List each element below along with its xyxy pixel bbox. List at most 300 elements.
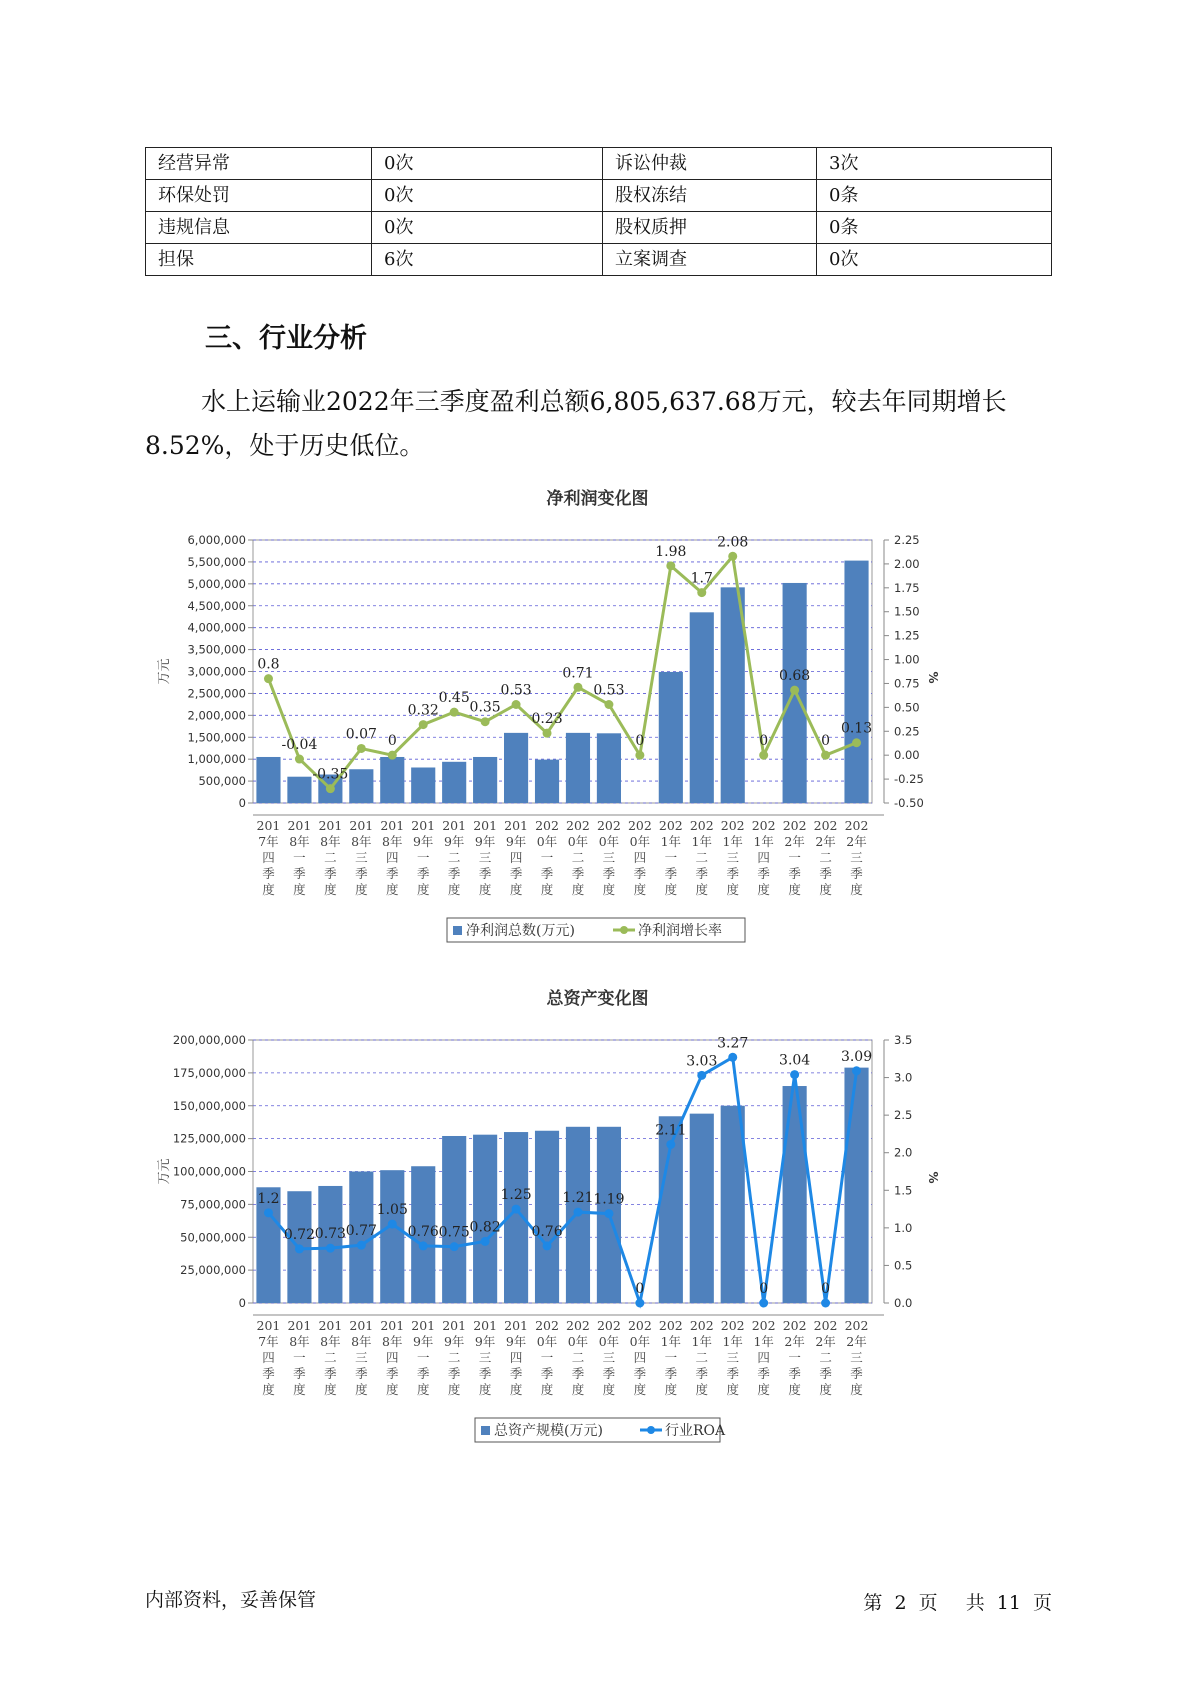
data-label: 1.05 [376, 1202, 408, 1219]
svg-text:1年: 1年 [660, 1334, 682, 1349]
svg-text:三: 三 [478, 850, 492, 865]
svg-text:季: 季 [571, 1366, 585, 1381]
svg-text:度: 度 [757, 1382, 770, 1397]
y-tick-label: 0 [238, 1296, 246, 1310]
line-point [326, 784, 335, 793]
y2-axis-label: % [926, 1171, 940, 1184]
svg-text:度: 度 [324, 1382, 337, 1397]
y2-tick-label: 1.50 [894, 604, 920, 619]
data-label: 0.76 [531, 1223, 563, 1240]
line-point [388, 751, 397, 760]
svg-text:202: 202 [535, 1318, 559, 1333]
svg-text:季: 季 [602, 1366, 616, 1381]
svg-text:8年: 8年 [289, 1334, 310, 1349]
data-label: 0.77 [345, 1223, 377, 1240]
bar [566, 733, 590, 803]
y2-tick-label: 0.50 [894, 700, 920, 715]
line-point [357, 744, 366, 753]
y2-tick-label: 1.75 [894, 580, 920, 595]
y-tick-label: 100,000,000 [172, 1164, 246, 1179]
x-tick-label [783, 818, 807, 897]
svg-text:季: 季 [447, 1366, 461, 1381]
svg-text:度: 度 [509, 1382, 523, 1397]
bar [442, 1136, 466, 1303]
svg-text:季: 季 [788, 866, 801, 881]
data-label: -0.35 [312, 766, 349, 783]
svg-text:201: 201 [473, 1318, 498, 1333]
svg-text:度: 度 [633, 882, 647, 897]
svg-text:201: 201 [442, 1318, 467, 1333]
data-label: 3.09 [840, 1048, 873, 1065]
svg-text:201: 201 [349, 818, 374, 833]
bar [597, 733, 621, 803]
svg-text:201: 201 [318, 818, 343, 833]
net-profit-chart [157, 489, 1040, 945]
svg-text:一: 一 [416, 850, 430, 865]
y-tick-label: 4,000,000 [187, 620, 246, 635]
svg-text:度: 度 [262, 882, 275, 897]
line-point [852, 1066, 861, 1075]
x-tick-label [721, 818, 745, 897]
svg-text:度: 度 [850, 882, 863, 897]
data-label: 1.98 [655, 543, 687, 560]
y2-tick-label: 1.00 [894, 652, 920, 667]
svg-text:度: 度 [355, 1382, 368, 1397]
line-point [728, 552, 737, 561]
table-cell: 3次 [817, 148, 1052, 180]
x-tick-label [845, 1318, 869, 1397]
svg-text:季: 季 [509, 866, 523, 881]
svg-text:202: 202 [813, 1318, 838, 1333]
y2-tick-label: -0.25 [894, 772, 924, 787]
svg-text:202: 202 [627, 1318, 652, 1333]
y2-tick-label: 1.0 [894, 1220, 913, 1235]
svg-text:201: 201 [256, 818, 281, 833]
svg-text:二: 二 [571, 850, 585, 865]
x-tick-label [783, 1318, 807, 1397]
y-tick-label: 3,500,000 [187, 642, 246, 657]
y2-tick-label: 0.00 [894, 748, 920, 763]
svg-text:四: 四 [509, 1350, 523, 1365]
svg-text:季: 季 [850, 866, 863, 881]
bar [287, 777, 311, 803]
legend-line-dot [647, 1426, 655, 1434]
svg-text:度: 度 [695, 882, 709, 897]
line-point [481, 1237, 490, 1246]
x-tick-label [349, 818, 373, 897]
svg-text:度: 度 [788, 882, 801, 897]
svg-text:202: 202 [566, 1318, 590, 1333]
data-label: 2.11 [655, 1122, 687, 1139]
data-label: 0.68 [779, 668, 811, 685]
data-label: 1.2 [257, 1190, 280, 1207]
svg-text:四: 四 [262, 1350, 275, 1365]
svg-text:度: 度 [293, 1382, 306, 1397]
svg-text:201: 201 [411, 1318, 436, 1333]
table-cell: 0次 [372, 212, 603, 244]
svg-text:202: 202 [813, 818, 838, 833]
data-label: 0.35 [469, 699, 501, 716]
data-label: 0 [635, 1281, 645, 1297]
svg-text:202: 202 [751, 818, 776, 833]
svg-text:8年: 8年 [382, 834, 403, 849]
line-point [666, 1140, 675, 1149]
line-point [821, 1299, 830, 1308]
line-point [759, 1299, 768, 1308]
line-point [264, 1208, 273, 1217]
svg-text:0年: 0年 [598, 834, 620, 849]
table-row [146, 244, 1052, 276]
svg-text:8年: 8年 [320, 834, 341, 849]
x-tick-label [566, 818, 590, 897]
svg-text:202: 202 [844, 818, 869, 833]
svg-text:季: 季 [726, 1366, 739, 1381]
x-tick-label [659, 818, 683, 897]
x-tick-label [504, 1318, 528, 1397]
data-label: 0 [821, 733, 831, 750]
svg-text:201: 201 [504, 818, 529, 833]
svg-text:四: 四 [509, 850, 523, 865]
y-tick-label: 500,000 [198, 774, 246, 789]
line-point [481, 717, 490, 726]
svg-text:三: 三 [478, 1350, 492, 1365]
svg-text:度: 度 [386, 882, 399, 897]
x-tick-label [597, 1318, 621, 1397]
y-tick-label: 0 [238, 796, 246, 810]
y2-tick-label: 2.00 [894, 556, 920, 571]
svg-text:季: 季 [664, 1366, 678, 1381]
svg-text:度: 度 [447, 1382, 461, 1397]
x-tick-label [597, 818, 621, 897]
svg-text:三: 三 [602, 1350, 616, 1365]
svg-text:三: 三 [602, 850, 616, 865]
svg-text:0年: 0年 [598, 1334, 620, 1349]
svg-text:一: 一 [293, 1350, 306, 1365]
svg-text:一: 一 [788, 850, 801, 865]
table-cell: 0次 [817, 244, 1052, 276]
svg-text:201: 201 [318, 1318, 343, 1333]
x-tick-label [411, 818, 435, 897]
svg-text:8年: 8年 [382, 1334, 403, 1349]
line-point [450, 1242, 459, 1251]
svg-text:201: 201 [442, 818, 467, 833]
svg-text:度: 度 [571, 1382, 585, 1397]
data-label: 0.32 [407, 702, 439, 719]
svg-text:二: 二 [819, 1350, 832, 1365]
svg-text:1年: 1年 [753, 834, 774, 849]
svg-text:三: 三 [850, 1350, 863, 1365]
svg-text:季: 季 [324, 1366, 337, 1381]
x-tick-label [535, 1318, 559, 1397]
x-tick-label [628, 1318, 652, 1397]
svg-text:度: 度 [695, 1382, 709, 1397]
x-tick-label [349, 1318, 373, 1397]
svg-text:季: 季 [416, 1366, 430, 1381]
svg-text:度: 度 [788, 1382, 801, 1397]
svg-text:7年: 7年 [258, 834, 279, 849]
x-tick-label [814, 1318, 838, 1397]
svg-text:二: 二 [819, 850, 832, 865]
data-label: 1.19 [593, 1191, 625, 1208]
svg-text:度: 度 [571, 882, 585, 897]
line-point [512, 1205, 521, 1214]
svg-text:季: 季 [757, 866, 770, 881]
x-tick-label [380, 1318, 404, 1397]
svg-text:202: 202 [596, 1318, 621, 1333]
bar [659, 672, 683, 803]
table-cell: 诉讼仲裁 [603, 148, 817, 180]
table-cell: 环保处罚 [146, 180, 372, 212]
svg-text:2年: 2年 [846, 834, 867, 849]
line-point [419, 720, 428, 729]
y2-axis-label: % [926, 671, 940, 684]
y-axis-label: 万元 [157, 658, 172, 685]
bar [380, 757, 404, 803]
data-label: 0.23 [531, 711, 563, 728]
data-label: 0 [635, 733, 645, 750]
svg-text:二: 二 [447, 1350, 461, 1365]
svg-text:季: 季 [726, 866, 739, 881]
data-label: 0.53 [593, 682, 625, 699]
total-prefix: 共 [965, 1592, 985, 1614]
y2-tick-label: 0.0 [894, 1296, 913, 1310]
line-point [759, 751, 768, 760]
table-cell: 股权冻结 [603, 180, 817, 212]
table-cell: 违规信息 [146, 212, 372, 244]
x-tick-label [287, 818, 311, 897]
line-point [326, 1244, 335, 1253]
y2-tick-label: 1.25 [894, 628, 920, 643]
y-tick-label: 175,000,000 [172, 1065, 246, 1080]
data-label: 0.45 [438, 690, 470, 707]
y-tick-label: 6,000,000 [187, 533, 246, 547]
x-tick-label [566, 1318, 590, 1397]
x-tick-label [690, 818, 714, 897]
y2-tick-label: 0.75 [894, 676, 920, 691]
chart-title: 总资产变化图 [546, 989, 649, 1009]
table-row [146, 148, 1052, 180]
svg-text:202: 202 [535, 818, 559, 833]
svg-text:度: 度 [416, 1382, 430, 1397]
svg-text:季: 季 [540, 866, 554, 881]
table-cell: 立案调查 [603, 244, 817, 276]
svg-text:度: 度 [819, 1382, 832, 1397]
y-tick-label: 2,000,000 [187, 708, 246, 723]
y-tick-label: 5,000,000 [187, 576, 246, 591]
svg-text:202: 202 [782, 818, 807, 833]
table-cell: 担保 [146, 244, 372, 276]
svg-text:202: 202 [627, 818, 652, 833]
svg-text:201: 201 [473, 818, 498, 833]
svg-text:度: 度 [293, 882, 306, 897]
svg-text:一: 一 [416, 1350, 430, 1365]
line-point [821, 751, 830, 760]
y-tick-label: 25,000,000 [180, 1263, 246, 1278]
svg-text:季: 季 [262, 1366, 275, 1381]
x-tick-label [473, 1318, 497, 1397]
svg-text:202: 202 [596, 818, 621, 833]
x-tick-label [535, 818, 559, 897]
x-tick-label [504, 818, 528, 897]
line-point [295, 755, 304, 764]
svg-text:201: 201 [411, 818, 436, 833]
svg-text:9年: 9年 [412, 1334, 434, 1349]
y-tick-label: 1,000,000 [187, 752, 246, 767]
svg-text:季: 季 [819, 866, 832, 881]
svg-text:季: 季 [478, 1366, 492, 1381]
y2-tick-label: 2.25 [894, 533, 920, 547]
y2-tick-label: 2.0 [894, 1145, 913, 1160]
total-pages: 11 [996, 1592, 1021, 1614]
data-label: 0.71 [562, 665, 594, 682]
svg-text:四: 四 [757, 850, 770, 865]
bar [844, 1068, 868, 1303]
svg-text:一: 一 [540, 850, 554, 865]
line-point [543, 1241, 552, 1250]
svg-text:三: 三 [726, 850, 739, 865]
svg-text:季: 季 [788, 1366, 801, 1381]
y-tick-label: 5,500,000 [187, 554, 246, 569]
section-title: 三、行业分析 [205, 323, 367, 354]
svg-text:一: 一 [293, 850, 306, 865]
page-prefix: 第 [863, 1592, 883, 1614]
svg-text:0年: 0年 [629, 1334, 651, 1349]
data-label: 1.25 [500, 1187, 532, 1204]
svg-text:度: 度 [416, 882, 430, 897]
x-tick-label [628, 818, 652, 897]
svg-text:四: 四 [633, 850, 647, 865]
svg-text:度: 度 [757, 882, 770, 897]
y2-tick-label: 1.5 [894, 1183, 913, 1198]
data-label: 3.27 [717, 1035, 749, 1052]
data-label: 0.75 [438, 1224, 470, 1241]
svg-text:201: 201 [504, 1318, 529, 1333]
svg-text:一: 一 [540, 1350, 554, 1365]
svg-text:季: 季 [664, 866, 678, 881]
svg-text:四: 四 [386, 1350, 399, 1365]
data-label: 0.82 [469, 1219, 501, 1236]
svg-text:季: 季 [571, 866, 585, 881]
svg-text:1年: 1年 [722, 1334, 743, 1349]
footer-confidential: 内部资料，妥善保管 [145, 1589, 317, 1611]
bar [380, 1170, 404, 1303]
legend-bar-label: 总资产规模(万元) [494, 1423, 603, 1439]
y-tick-label: 3,000,000 [187, 664, 246, 679]
svg-text:度: 度 [726, 882, 739, 897]
y-tick-label: 200,000,000 [172, 1033, 246, 1047]
data-label: 3.04 [779, 1052, 811, 1069]
line-point [697, 1071, 706, 1080]
y-axis-label: 万元 [157, 1158, 172, 1185]
bar [349, 769, 373, 803]
svg-text:201: 201 [287, 818, 312, 833]
svg-text:季: 季 [540, 1366, 554, 1381]
svg-text:202: 202 [658, 1318, 683, 1333]
data-label: 0.73 [314, 1226, 346, 1243]
y2-tick-label: 3.5 [894, 1033, 913, 1047]
svg-text:202: 202 [720, 1318, 745, 1333]
svg-text:二: 二 [447, 850, 461, 865]
svg-text:2年: 2年 [815, 1334, 836, 1349]
line-point [450, 708, 459, 717]
line-point [852, 738, 861, 747]
line-point [666, 561, 675, 570]
line-point [295, 1244, 304, 1253]
x-tick-label [411, 1318, 435, 1397]
line-point [790, 686, 799, 695]
svg-text:2年: 2年 [784, 1334, 805, 1349]
svg-text:三: 三 [355, 1350, 368, 1365]
svg-text:季: 季 [695, 1366, 709, 1381]
svg-text:季: 季 [819, 1366, 832, 1381]
svg-text:度: 度 [602, 1382, 616, 1397]
svg-text:8年: 8年 [320, 1334, 341, 1349]
line-point [790, 1070, 799, 1079]
svg-text:四: 四 [386, 850, 399, 865]
svg-text:二: 二 [695, 850, 709, 865]
svg-text:1年: 1年 [660, 834, 682, 849]
data-label: 0 [387, 733, 397, 750]
x-tick-label [473, 818, 497, 897]
line-point [573, 1208, 582, 1217]
svg-text:季: 季 [757, 1366, 770, 1381]
bar [844, 561, 868, 803]
bar [535, 760, 559, 803]
bar [690, 1114, 714, 1303]
bar [473, 757, 497, 803]
svg-text:201: 201 [349, 1318, 374, 1333]
analysis-paragraph: 水上运输业2022年三季度盈利总额6,805,637.68万元，较去年同期增长8.52%，处于历史低位。 [145, 387, 1007, 460]
data-label: 2.08 [717, 534, 749, 551]
bar [783, 1086, 807, 1303]
y-tick-label: 75,000,000 [180, 1197, 246, 1212]
line-point [604, 700, 613, 709]
x-tick-label [257, 818, 281, 897]
y2-tick-label: 0.25 [894, 724, 920, 739]
svg-text:度: 度 [478, 882, 492, 897]
table-cell: 0次 [372, 148, 603, 180]
svg-text:季: 季 [695, 866, 709, 881]
x-tick-label [690, 1318, 714, 1397]
svg-text:0年: 0年 [536, 1334, 558, 1349]
y-tick-label: 4,500,000 [187, 598, 246, 613]
line-point [635, 1299, 644, 1308]
svg-text:度: 度 [633, 1382, 647, 1397]
line-point [419, 1241, 428, 1250]
bar [442, 762, 466, 803]
svg-text:1年: 1年 [691, 834, 713, 849]
y2-tick-label: 0.5 [894, 1258, 913, 1273]
svg-text:一: 一 [788, 1350, 801, 1365]
data-label: 1.21 [562, 1190, 594, 1207]
svg-text:0年: 0年 [567, 1334, 589, 1349]
svg-text:9年: 9年 [505, 834, 527, 849]
x-tick-label [752, 818, 776, 897]
y2-tick-label: 2.5 [894, 1108, 913, 1123]
svg-text:季: 季 [293, 1366, 306, 1381]
table-row [146, 212, 1052, 244]
svg-text:2年: 2年 [784, 834, 805, 849]
total-unit: 页 [1032, 1592, 1052, 1614]
svg-text:2年: 2年 [815, 834, 836, 849]
x-tick-label [287, 1318, 311, 1397]
svg-text:1年: 1年 [691, 1334, 713, 1349]
data-label: 0 [759, 733, 769, 750]
line-point [573, 683, 582, 692]
svg-text:季: 季 [386, 866, 399, 881]
legend-line-label: 行业ROA [665, 1423, 726, 1439]
svg-text:201: 201 [380, 818, 405, 833]
